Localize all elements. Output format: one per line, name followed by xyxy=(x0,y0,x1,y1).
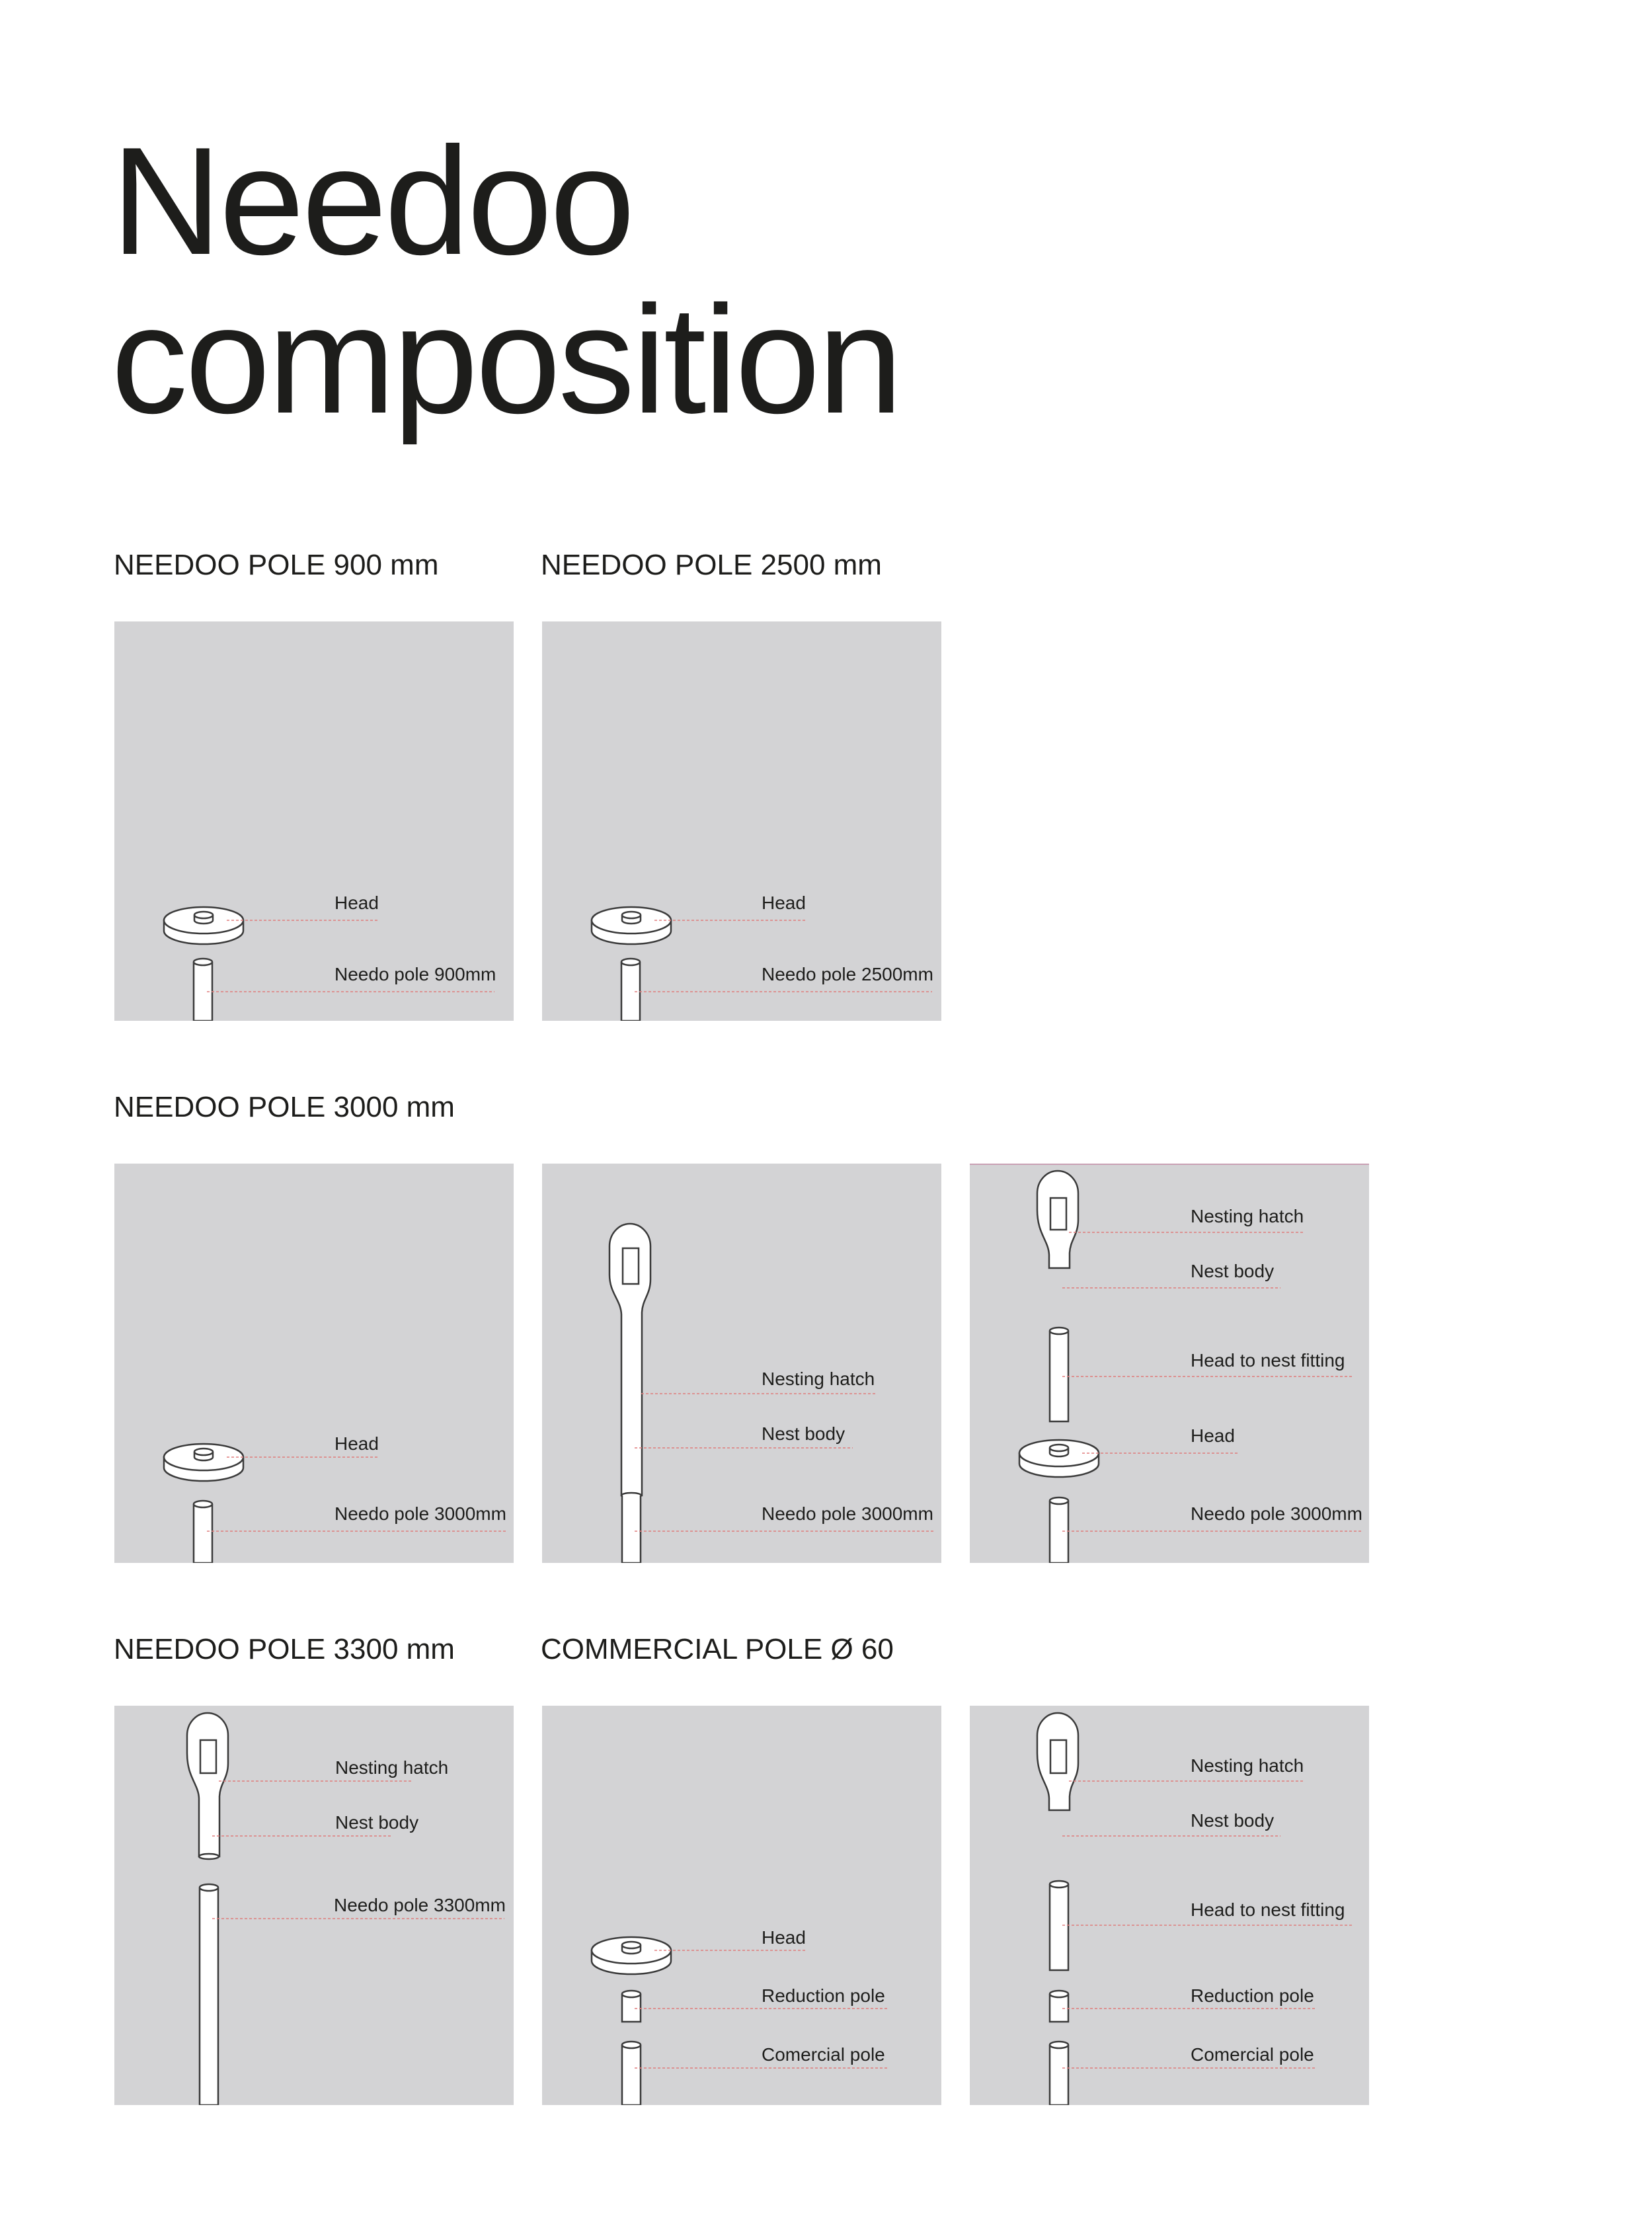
label-commercial-pole: Comercial pole xyxy=(762,2044,885,2065)
diagram-panel-needoo-3000-head xyxy=(114,1164,514,1563)
label-head-to-nest-fitting: Head to nest fitting xyxy=(1191,1350,1345,1371)
diagram-panel-commercial-nest xyxy=(970,1706,1369,2105)
section-title-commercial-pole: COMMERCIAL POLE Ø 60 xyxy=(541,1633,894,1665)
nest-body xyxy=(187,1713,228,1859)
pole xyxy=(200,1884,218,2105)
reduction-pole xyxy=(622,1991,641,2022)
section-title-needoo-900: NEEDOO POLE 900 mm xyxy=(114,549,439,581)
label-nesting-hatch: Nesting hatch xyxy=(335,1757,449,1778)
nest-body xyxy=(1037,1171,1078,1268)
label-pole: Needo pole 2500mm xyxy=(762,964,933,984)
label-pole: Needo pole 900mm xyxy=(334,964,496,984)
head-disc xyxy=(592,907,671,944)
page-title-line-1: Needoo xyxy=(111,116,633,287)
head-disc xyxy=(164,1444,243,1481)
head-disc xyxy=(1019,1440,1099,1477)
label-commercial-pole: Comercial pole xyxy=(1191,2044,1314,2065)
head-to-nest-fitting xyxy=(1050,1328,1068,1421)
label-reduction-pole: Reduction pole xyxy=(1191,1985,1314,2006)
label-pole: Needo pole 3300mm xyxy=(334,1895,506,1915)
label-head-to-nest-fitting: Head to nest fitting xyxy=(1191,1899,1345,1920)
pole xyxy=(1050,1497,1068,1563)
diagram-panel-needoo-2500 xyxy=(542,621,941,1021)
diagram-panel-commercial-head xyxy=(542,1706,941,2105)
head-to-nest-fitting xyxy=(1050,1881,1068,1970)
label-head: Head xyxy=(1191,1425,1235,1446)
exploded-diagram xyxy=(542,621,941,1021)
label-nesting-hatch: Nesting hatch xyxy=(1191,1755,1304,1776)
label-nesting-hatch: Nesting hatch xyxy=(1191,1206,1304,1226)
exploded-diagram xyxy=(114,621,514,1021)
pole xyxy=(622,1495,641,1563)
commercial-pole xyxy=(622,2042,641,2105)
section-title-needoo-2500: NEEDOO POLE 2500 mm xyxy=(541,549,882,581)
label-nest-body: Nest body xyxy=(762,1423,846,1444)
label-head: Head xyxy=(762,893,806,913)
diagram-panel-needoo-900 xyxy=(114,621,514,1021)
label-pole: Needo pole 3000mm xyxy=(762,1503,933,1524)
head-disc xyxy=(164,907,243,944)
label-reduction-pole: Reduction pole xyxy=(762,1985,885,2006)
label-nest-body: Nest body xyxy=(1191,1810,1275,1831)
label-pole: Needo pole 3000mm xyxy=(1191,1503,1362,1524)
head-disc xyxy=(592,1937,671,1974)
diagram-panel-needoo-3300 xyxy=(114,1706,514,2105)
pole xyxy=(194,1501,212,1563)
commercial-pole xyxy=(1050,2042,1068,2105)
label-nest-body: Nest body xyxy=(1191,1261,1275,1281)
section-title-needoo-3300: NEEDOO POLE 3300 mm xyxy=(114,1633,455,1665)
nest-body xyxy=(1037,1713,1078,1810)
reduction-pole xyxy=(1050,1991,1068,2022)
section-title-needoo-3000: NEEDOO POLE 3000 mm xyxy=(114,1091,455,1123)
diagram-panel-needoo-3000-full xyxy=(970,1164,1369,1563)
label-nesting-hatch: Nesting hatch xyxy=(762,1369,875,1389)
page-title xyxy=(111,116,900,446)
page-title-line-2: composition xyxy=(111,274,900,446)
label-pole: Needo pole 3000mm xyxy=(334,1503,506,1524)
diagram-panel-needoo-3000-nest xyxy=(542,1164,941,1563)
label-head: Head xyxy=(334,1433,379,1454)
label-head: Head xyxy=(334,893,379,913)
label-nest-body: Nest body xyxy=(335,1812,419,1833)
pole xyxy=(194,959,212,1021)
nest-body xyxy=(610,1224,650,1498)
label-head: Head xyxy=(762,1927,806,1948)
pole xyxy=(621,959,640,1021)
